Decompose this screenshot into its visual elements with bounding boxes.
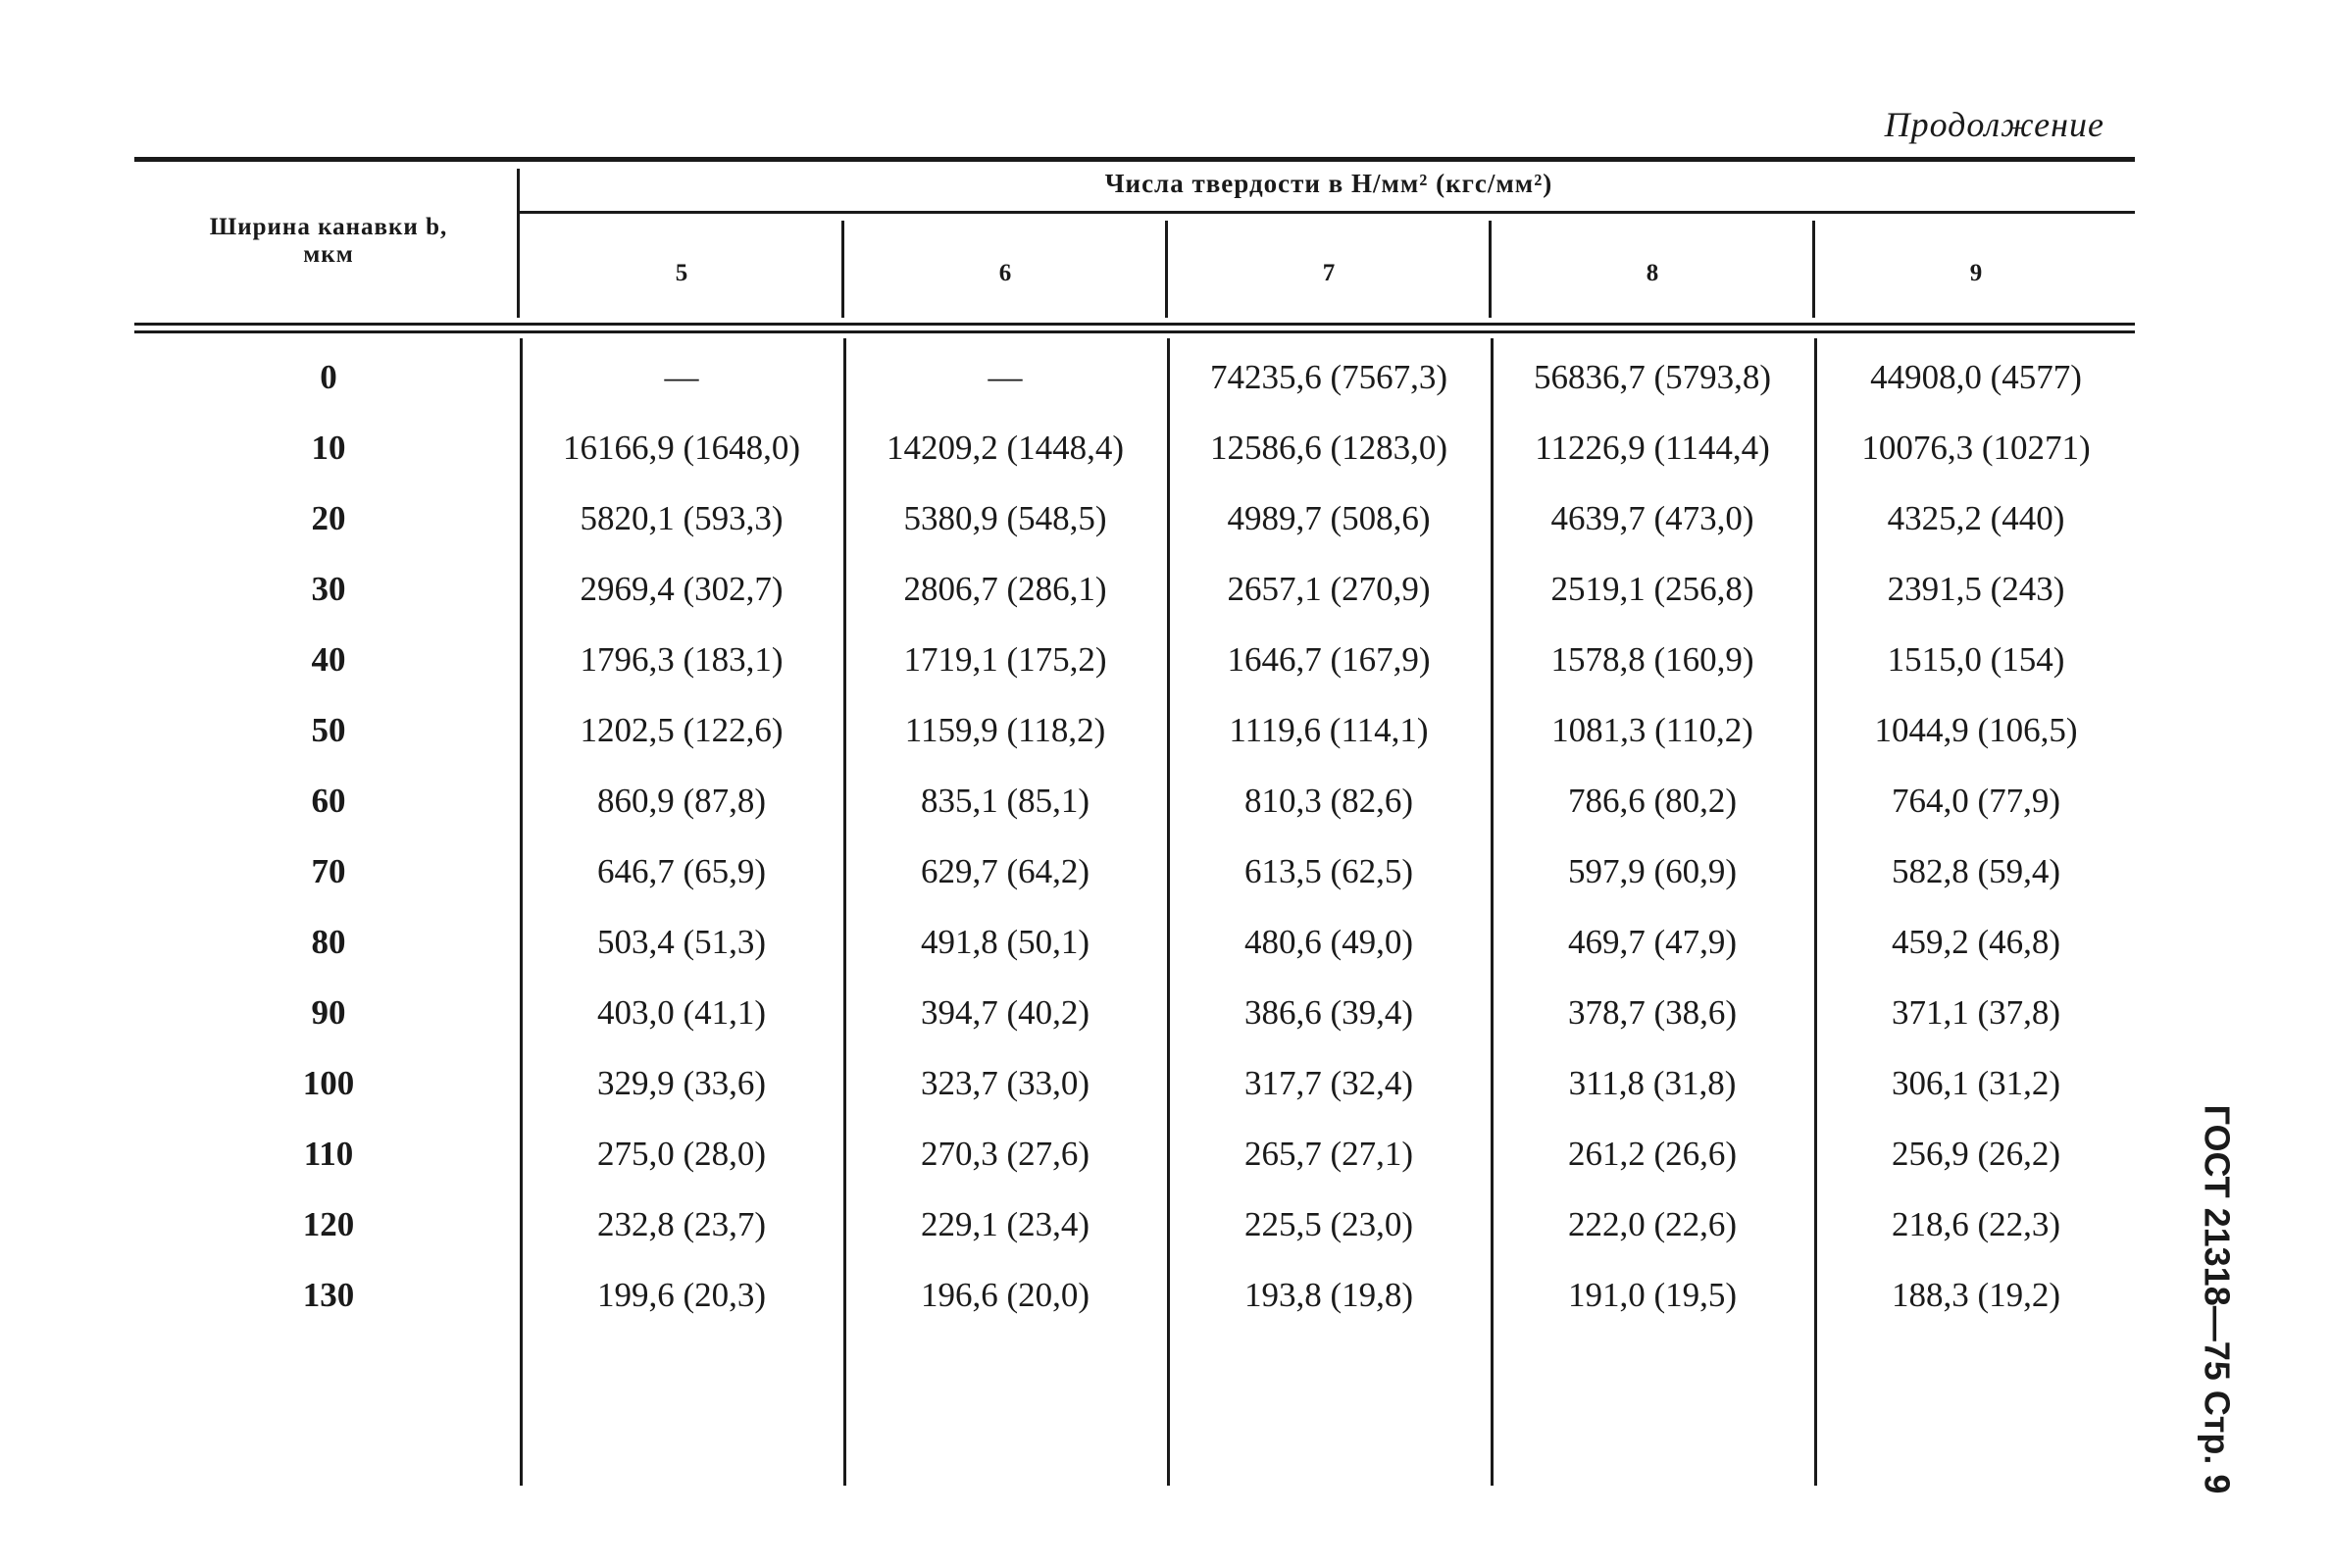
table-row xyxy=(0,782,2331,852)
hardness-cell: 222,0 (22,6) xyxy=(1567,1205,1738,1243)
hardness-cell: 503,4 (51,3) xyxy=(596,923,767,961)
groove-width-header-line1: Ширина канавки b, xyxy=(209,214,448,240)
column-header-6: 6 xyxy=(998,260,1012,286)
table-row xyxy=(0,429,2331,499)
hardness-cell: 10076,3 (10271) xyxy=(1861,429,2091,467)
hardness-cell: 403,0 (41,1) xyxy=(596,993,767,1032)
table-row xyxy=(0,923,2331,993)
header-bottom-rule-1 xyxy=(134,323,2135,326)
groove-width-cell: 80 xyxy=(311,923,346,961)
hardness-cell: 232,8 (23,7) xyxy=(596,1205,767,1243)
table-row xyxy=(0,1135,2331,1205)
table-row xyxy=(0,711,2331,782)
hardness-cell: 835,1 (85,1) xyxy=(920,782,1090,820)
table-row xyxy=(0,1205,2331,1276)
hardness-cell: 1119,6 (114,1) xyxy=(1229,711,1429,749)
hardness-cell: 323,7 (33,0) xyxy=(920,1064,1090,1102)
hardness-cell: 14209,2 (1448,4) xyxy=(886,429,1125,467)
hardness-cell: 218,6 (22,3) xyxy=(1891,1205,2061,1243)
hardness-cell: 386,6 (39,4) xyxy=(1243,993,1414,1032)
hardness-cell: 459,2 (46,8) xyxy=(1891,923,2061,961)
hardness-cell: 191,0 (19,5) xyxy=(1567,1276,1738,1314)
header-rule xyxy=(520,211,2135,214)
table-row xyxy=(0,640,2331,711)
hardness-cell: 229,1 (23,4) xyxy=(920,1205,1090,1243)
groove-width-header-line2: мкм xyxy=(303,241,354,268)
hardness-cell: 261,2 (26,6) xyxy=(1567,1135,1738,1173)
hardness-cell: 469,7 (47,9) xyxy=(1567,923,1738,961)
groove-width-cell: 110 xyxy=(303,1135,354,1173)
table-row xyxy=(0,1064,2331,1135)
hardness-cell: 5380,9 (548,5) xyxy=(903,499,1107,537)
hardness-cell: 16166,9 (1648,0) xyxy=(562,429,801,467)
groove-width-header xyxy=(137,214,520,269)
hardness-cell: 196,6 (20,0) xyxy=(920,1276,1090,1314)
hardness-cell: 810,3 (82,6) xyxy=(1243,782,1414,820)
hardness-cell: — xyxy=(664,358,699,396)
hardness-cell: 4639,7 (473,0) xyxy=(1550,499,1754,537)
hardness-cell: 1578,8 (160,9) xyxy=(1550,640,1754,679)
groove-width-cell: 50 xyxy=(311,711,346,749)
hardness-cell: 860,9 (87,8) xyxy=(596,782,767,820)
hardness-cell: 306,1 (31,2) xyxy=(1891,1064,2061,1102)
hardness-cell: 12586,6 (1283,0) xyxy=(1209,429,1448,467)
continuation-label: Продолжение xyxy=(1884,105,2104,144)
table-row xyxy=(0,499,2331,570)
hardness-cell: 74235,6 (7567,3) xyxy=(1209,358,1448,396)
groove-width-cell: 10 xyxy=(311,429,346,467)
hardness-cell: 2969,4 (302,7) xyxy=(580,570,784,608)
hardness-cell: 1796,3 (183,1) xyxy=(580,640,784,679)
hardness-cell: 2657,1 (270,9) xyxy=(1227,570,1431,608)
hardness-cell: 1646,7 (167,9) xyxy=(1227,640,1431,679)
hardness-cell: 193,8 (19,8) xyxy=(1243,1276,1414,1314)
groove-width-cell: 30 xyxy=(311,570,346,608)
table-row xyxy=(0,1276,2331,1346)
table-row xyxy=(0,993,2331,1064)
hardness-cell: 265,7 (27,1) xyxy=(1243,1135,1414,1173)
hardness-cell: 270,3 (27,6) xyxy=(920,1135,1090,1173)
hardness-cell: 4989,7 (508,6) xyxy=(1227,499,1431,537)
hardness-cell: 582,8 (59,4) xyxy=(1891,852,2061,890)
hardness-cell: 491,8 (50,1) xyxy=(920,923,1090,961)
groove-width-cell: 130 xyxy=(302,1276,355,1314)
hardness-cell: 480,6 (49,0) xyxy=(1243,923,1414,961)
hardness-cell: 394,7 (40,2) xyxy=(920,993,1090,1032)
table-row xyxy=(0,852,2331,923)
hardness-cell: 2806,7 (286,1) xyxy=(903,570,1107,608)
hardness-cell: 1202,5 (122,6) xyxy=(580,711,784,749)
hardness-cell: 2519,1 (256,8) xyxy=(1550,570,1754,608)
groove-width-cell: 20 xyxy=(311,499,346,537)
hardness-cell: 629,7 (64,2) xyxy=(920,852,1090,890)
side-label-text: ГОСТ 21318—75 Стр. 9 xyxy=(2197,1104,2238,1494)
hardness-cell: 1044,9 (106,5) xyxy=(1874,711,2078,749)
top-rule xyxy=(134,157,2135,162)
hardness-cell: 786,6 (80,2) xyxy=(1567,782,1738,820)
column-header-7: 7 xyxy=(1322,260,1336,286)
header-bottom-rule-2 xyxy=(134,330,2135,333)
hardness-cell: 1081,3 (110,2) xyxy=(1551,711,1753,749)
hardness-cell: 4325,2 (440) xyxy=(1887,499,2065,537)
hardness-cell: 764,0 (77,9) xyxy=(1891,782,2061,820)
groove-width-cell: 0 xyxy=(320,358,337,396)
hardness-cell: 2391,5 (243) xyxy=(1887,570,2065,608)
groove-width-cell: 40 xyxy=(311,640,346,679)
groove-width-cell: 60 xyxy=(311,782,346,820)
hardness-cell: 597,9 (60,9) xyxy=(1567,852,1738,890)
hardness-cell: 613,5 (62,5) xyxy=(1243,852,1414,890)
hardness-cell: — xyxy=(988,358,1023,396)
hardness-cell: 371,1 (37,8) xyxy=(1891,993,2061,1032)
hardness-cell: 311,8 (31,8) xyxy=(1568,1064,1737,1102)
hardness-header: Числа твердости в Н/мм² (кгс/мм²) xyxy=(1104,169,1553,198)
hardness-cell: 275,0 (28,0) xyxy=(596,1135,767,1173)
hardness-cell: 378,7 (38,6) xyxy=(1567,993,1738,1032)
groove-width-cell: 70 xyxy=(311,852,346,890)
hardness-cell: 44908,0 (4577) xyxy=(1870,358,2082,396)
hardness-cell: 56836,7 (5793,8) xyxy=(1533,358,1772,396)
hardness-cell: 188,3 (19,2) xyxy=(1891,1276,2061,1314)
table-row xyxy=(0,358,2331,429)
hardness-cell: 317,7 (32,4) xyxy=(1243,1064,1414,1102)
hardness-cell: 646,7 (65,9) xyxy=(596,852,767,890)
side-label xyxy=(2189,1103,2244,1495)
hardness-cell: 1159,9 (118,2) xyxy=(904,711,1106,749)
groove-width-cell: 90 xyxy=(311,993,346,1032)
hardness-cell: 199,6 (20,3) xyxy=(596,1276,767,1314)
hardness-cell: 256,9 (26,2) xyxy=(1891,1135,2061,1173)
hardness-cell: 5820,1 (593,3) xyxy=(580,499,784,537)
column-header-8: 8 xyxy=(1646,260,1659,286)
table-row xyxy=(0,570,2331,640)
column-header-5: 5 xyxy=(675,260,688,286)
hardness-cell: 225,5 (23,0) xyxy=(1243,1205,1414,1243)
groove-width-cell: 120 xyxy=(302,1205,355,1243)
groove-width-cell: 100 xyxy=(302,1064,355,1102)
hardness-cell: 1719,1 (175,2) xyxy=(903,640,1107,679)
hardness-cell: 1515,0 (154) xyxy=(1887,640,2065,679)
column-header-9: 9 xyxy=(1969,260,1983,286)
hardness-cell: 11226,9 (1144,4) xyxy=(1535,429,1770,467)
hardness-cell: 329,9 (33,6) xyxy=(596,1064,767,1102)
